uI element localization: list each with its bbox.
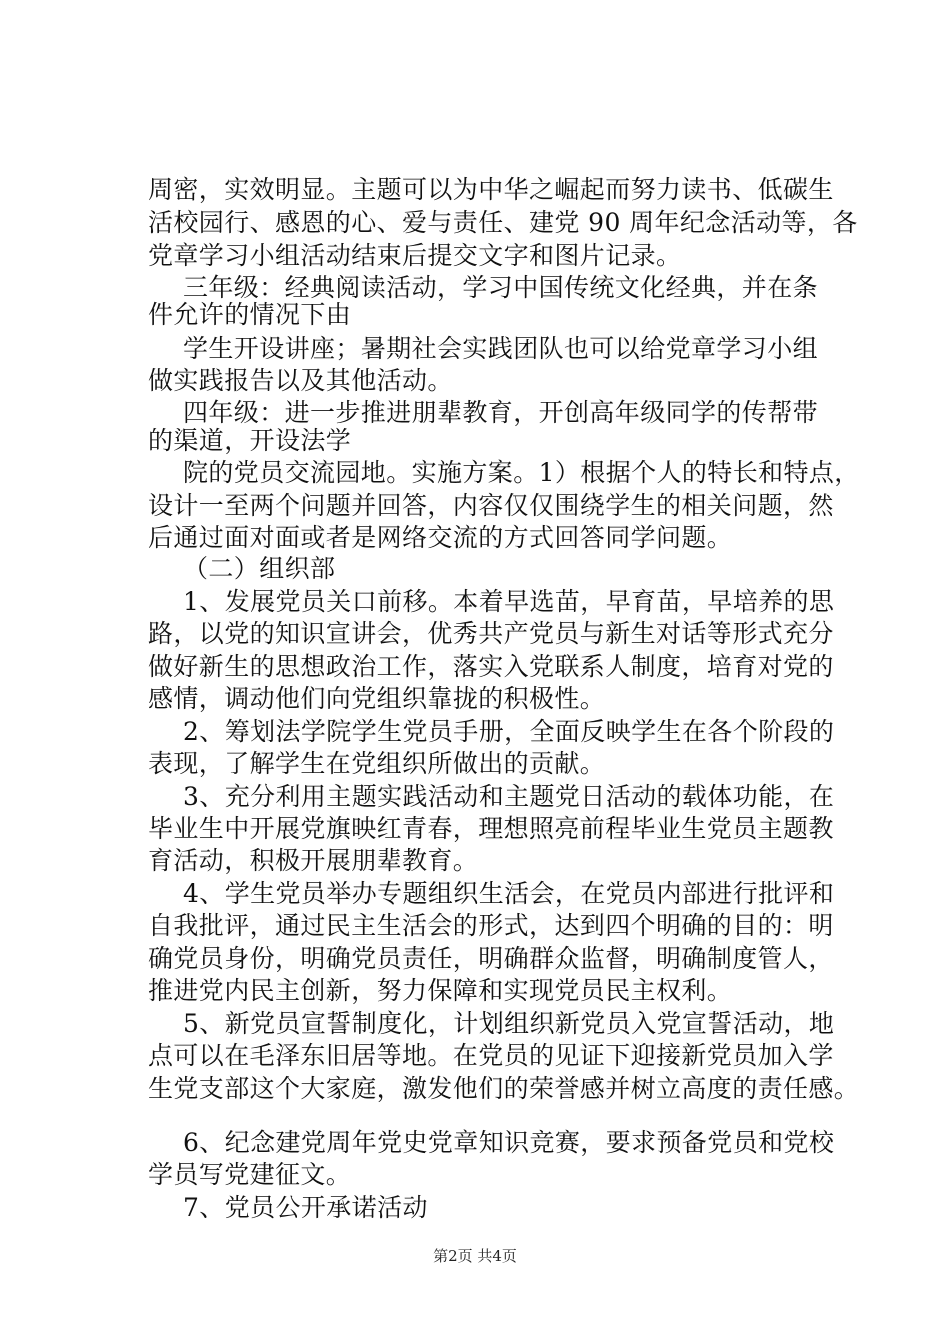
- text-line: 生党支部这个大家庭，激发他们的荣誉感并树立高度的责任感。: [148, 1074, 860, 1103]
- text-line: 自我批评，通过民主生活会的形式，达到四个明确的目的：明: [148, 911, 834, 940]
- text-line: 四年级：进一步推进朋辈教育，开创高年级同学的传帮带: [183, 398, 819, 427]
- text-line: 学员写党建征文。: [148, 1160, 352, 1189]
- section-heading: （二）组织部: [183, 554, 336, 583]
- text-line: 育活动，积极开展朋辈教育。: [148, 846, 479, 875]
- text-line: 设计一至两个问题并回答，内容仅仅围绕学生的相关问题，然: [148, 491, 834, 520]
- text-line: 院的党员交流园地。实施方案。1）根据个人的特长和特点，: [183, 458, 860, 487]
- page-footer: 第2页 共4页: [433, 1247, 517, 1265]
- text-line: 感情，调动他们向党组织靠拢的积极性。: [148, 684, 606, 713]
- text-line: 后通过面对面或者是网络交流的方式回答同学问题。: [148, 523, 733, 552]
- text-line: 三年级：经典阅读活动，学习中国传统文化经典，并在条: [183, 273, 819, 302]
- text-line: 毕业生中开展党旗映红青春，理想照亮前程毕业生党员主题教: [148, 814, 834, 843]
- text-line: 2、筹划法学院学生党员手册，全面反映学生在各个阶段的: [183, 717, 835, 746]
- text-line: 推进党内民主创新，努力保障和实现党员民主权利。: [148, 976, 733, 1005]
- text-line: 党章学习小组活动结束后提交文字和图片记录。: [148, 241, 682, 270]
- text-line: 5、新党员宣誓制度化，计划组织新党员入党宣誓活动，地: [183, 1009, 835, 1038]
- text-line: 活校园行、感恩的心、爱与责任、建党 90 周年纪念活动等，各: [148, 208, 858, 237]
- text-line: 3、充分利用主题实践活动和主题党日活动的载体功能，在: [183, 782, 835, 811]
- text-line: 7、党员公开承诺活动: [183, 1193, 428, 1222]
- text-line: 6、纪念建党周年党史党章知识竞赛，要求预备党员和党校: [183, 1128, 835, 1157]
- text-line: 做好新生的思想政治工作，落实入党联系人制度，培育对党的: [148, 652, 834, 681]
- text-line: 1、发展党员关口前移。本着早选苗，早育苗，早培养的思: [183, 587, 835, 616]
- text-line: 周密，实效明显。主题可以为中华之崛起而努力读书、低碳生: [148, 175, 834, 204]
- text-line: 学生开设讲座；暑期社会实践团队也可以给党章学习小组: [183, 334, 819, 363]
- text-line: 确党员身份，明确党员责任，明确群众监督，明确制度管人，: [148, 944, 834, 973]
- text-line: 的渠道，开设法学: [148, 426, 352, 455]
- text-line: 做实践报告以及其他活动。: [148, 366, 453, 395]
- text-line: 表现，了解学生在党组织所做出的贡献。: [148, 749, 606, 778]
- text-line: 点可以在毛泽东旧居等地。在党员的见证下迎接新党员加入学: [148, 1041, 834, 1070]
- text-line: 件允许的情况下由: [148, 300, 352, 329]
- text-line: 路，以党的知识宣讲会，优秀共产党员与新生对话等形式充分: [148, 619, 834, 648]
- text-line: 4、学生党员举办专题组织生活会，在党员内部进行批评和: [183, 879, 835, 908]
